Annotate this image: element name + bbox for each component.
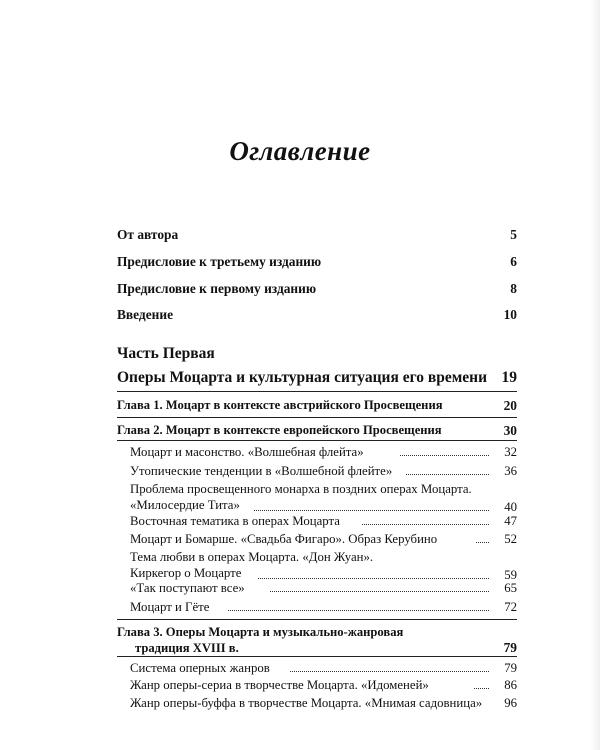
- dot-leader: [406, 474, 489, 475]
- entry-label: Предисловие к первому изданию: [117, 281, 317, 296]
- toc-entry[interactable]: [130, 599, 517, 615]
- entry-page: 86: [504, 678, 517, 692]
- divider: [117, 619, 517, 620]
- chapter-title: Глава 3. Оперы Моцарта и музыкально-жанровая: [117, 625, 404, 639]
- page-title: Оглавление: [229, 136, 371, 166]
- entry-page: 6: [510, 254, 517, 269]
- dot-leader: [270, 591, 489, 592]
- dot-leader: [254, 510, 489, 511]
- dot-leader: [474, 688, 489, 689]
- part-title-text: Оперы Моцарта и культурная ситуация его времени: [117, 369, 488, 386]
- entry-page: 79: [504, 661, 517, 675]
- chapter-3-entry[interactable]: [117, 624, 517, 658]
- entry-label: Предисловие к третьему изданию: [117, 254, 322, 269]
- toc-front-entry-preface-1[interactable]: [117, 281, 517, 297]
- entry-text: Утопические тенденции в «Волшебной флейте»: [130, 464, 393, 478]
- entry-page: 52: [504, 532, 517, 546]
- entry-text: Восточная тематика в операх Моцарта: [130, 514, 340, 528]
- dot-leader: [476, 542, 489, 543]
- entry-page: 40: [504, 500, 517, 514]
- entry-page: 36: [504, 464, 517, 478]
- divider: [117, 391, 517, 392]
- entry-page: 59: [504, 568, 517, 582]
- entry-page: 96: [504, 696, 517, 710]
- part-page: 19: [501, 369, 517, 386]
- entry-label: Введение: [117, 307, 174, 322]
- toc-front-entry-intro[interactable]: [117, 307, 517, 323]
- toc-entry[interactable]: [130, 513, 517, 529]
- chapter-title: Глава 2. Моцарт в контексте европейского Просвещения: [117, 423, 442, 437]
- toc-entry[interactable]: [130, 531, 517, 547]
- entry-text: Жанр оперы-буффа в творчестве Моцарта. «Мнимая садовница»: [130, 696, 483, 710]
- toc-front-entry-author[interactable]: [117, 227, 517, 243]
- entry-text: Моцарт и Гёте: [130, 600, 210, 614]
- toc-entry[interactable]: [130, 481, 517, 515]
- dot-leader: [258, 578, 489, 579]
- entry-text-line2: Киркегор о Моцарте: [130, 566, 242, 580]
- entry-text: Моцарт и масонство. «Волшебная флейта»: [130, 445, 364, 459]
- entry-label: От автора: [117, 227, 179, 242]
- divider: [117, 656, 517, 657]
- entry-page: 5: [510, 227, 517, 242]
- toc-entry[interactable]: [130, 677, 517, 693]
- toc-entry[interactable]: [130, 695, 517, 711]
- part-title-entry[interactable]: [117, 369, 517, 387]
- part-label: Часть Первая: [117, 345, 215, 362]
- divider: [117, 440, 517, 441]
- entry-page: 32: [504, 445, 517, 459]
- toc-entry[interactable]: [130, 580, 517, 596]
- page-edge-shadow: [590, 0, 600, 750]
- chapter-1-entry[interactable]: [117, 398, 517, 413]
- divider: [117, 417, 517, 418]
- dot-leader: [400, 455, 489, 456]
- dot-leader: [362, 524, 489, 525]
- entry-text: Тема любви в операх Моцарта. «Дон Жуан».: [130, 550, 374, 564]
- entry-text: Моцарт и Бомарше. «Свадьба Фигаро». Образ Керубино: [130, 532, 438, 546]
- toc-front-entry-preface-3[interactable]: [117, 254, 517, 270]
- entry-page: 47: [504, 514, 517, 528]
- chapter-title-line2: традиция XVIII в.: [135, 641, 239, 655]
- chapter-page: 20: [503, 398, 517, 413]
- chapter-2-entry[interactable]: [117, 423, 517, 438]
- toc-entry[interactable]: [130, 660, 517, 676]
- entry-page: 65: [504, 581, 517, 595]
- entry-text: Система оперных жанров: [130, 661, 270, 675]
- toc-entry[interactable]: [130, 549, 517, 583]
- entry-text-line2: «Милосердие Тита»: [130, 498, 240, 512]
- entry-page: 8: [510, 281, 517, 296]
- dot-leader: [290, 671, 489, 672]
- entry-text: Жанр оперы-сериа в творчестве Моцарта. «Идоменей»: [130, 678, 429, 692]
- chapter-page: 79: [503, 640, 517, 655]
- entry-page: 72: [504, 600, 517, 614]
- toc-entry[interactable]: [130, 463, 517, 479]
- entry-text: «Так поступают все»: [130, 581, 245, 595]
- entry-text: Проблема просвещенного монарха в поздних операх Моцарта.: [130, 482, 472, 496]
- entry-page: 10: [503, 307, 517, 322]
- toc-entry[interactable]: [130, 444, 517, 460]
- chapter-page: 30: [503, 423, 517, 438]
- dot-leader: [228, 610, 489, 611]
- chapter-title: Глава 1. Моцарт в контексте австрийского Просвещения: [117, 398, 443, 412]
